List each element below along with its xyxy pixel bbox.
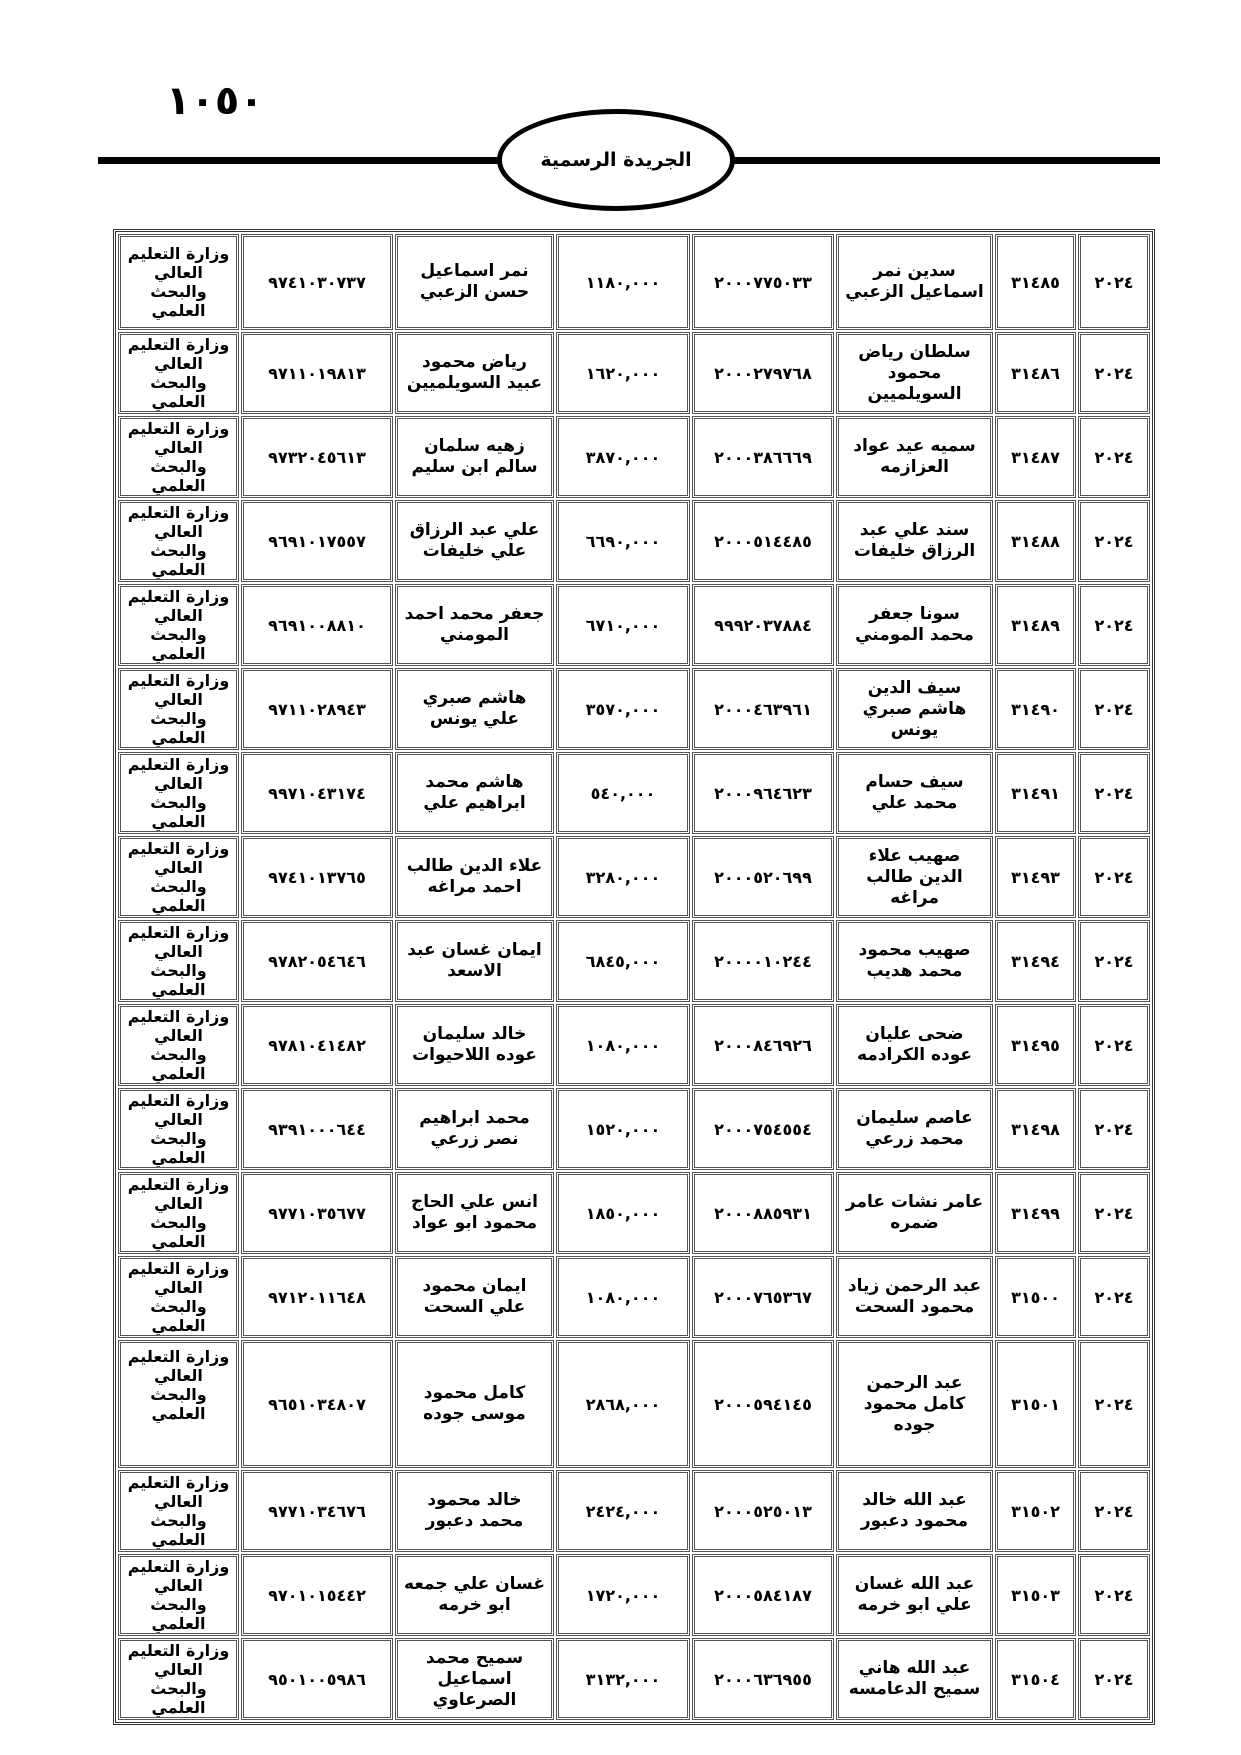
table-row: [118, 584, 1150, 666]
guardian-number-cell: ٩٧٣٢٠٤٥٦١٣: [241, 416, 393, 498]
ministry-cell: وزارة التعليم العالي والبحث العلمي: [118, 1470, 239, 1552]
page-number: ١٠٥٠: [166, 78, 264, 124]
student-name-cell: سلطان رياض محمود السويلميين: [836, 332, 993, 414]
amount-cell: ٦٨٤٥,٠٠٠: [556, 920, 690, 1002]
table-row: [118, 1470, 1150, 1552]
guardian-number-cell: ٩٧٠١٠١٥٤٤٢: [241, 1554, 393, 1636]
table-row: [118, 1554, 1150, 1636]
student-name-cell: سيف الدين هاشم صبري يونس: [836, 668, 993, 750]
student-number-cell: ٢٠٠٠٨٨٥٩٣١: [692, 1172, 834, 1254]
guardian-number-cell: ٩٥٠١٠٠٥٩٨٦: [241, 1638, 393, 1720]
student-name-cell: سميه عيد عواد العزازمه: [836, 416, 993, 498]
amount-cell: ٣٨٧٠,٠٠٠: [556, 416, 690, 498]
ministry-cell: وزارة التعليم العالي والبحث العلمي: [118, 234, 239, 330]
table-row: [118, 1088, 1150, 1170]
student-name-cell: عبد الله هاني سميح الدعامسه: [836, 1638, 993, 1720]
record-id-cell: ٣١٤٩١: [995, 752, 1076, 834]
guardian-name-cell: محمد ابراهيم نصر زرعي: [395, 1088, 554, 1170]
student-number-cell: ٢٠٠٠٥٢٠٦٩٩: [692, 836, 834, 918]
ministry-cell: وزارة التعليم العالي والبحث العلمي: [118, 1340, 239, 1468]
guardian-number-cell: ٩٦٥١٠٣٤٨٠٧: [241, 1340, 393, 1468]
record-id-cell: ٣١٥٠١: [995, 1340, 1076, 1468]
table-row: [118, 836, 1150, 918]
ministry-cell: وزارة التعليم العالي والبحث العلمي: [118, 836, 239, 918]
record-id-cell: ٣١٥٠٠: [995, 1256, 1076, 1338]
amount-cell: ١٧٢٠,٠٠٠: [556, 1554, 690, 1636]
record-id-cell: ٣١٤٩٣: [995, 836, 1076, 918]
table-row: [118, 416, 1150, 498]
record-id-cell: ٣١٤٩٨: [995, 1088, 1076, 1170]
amount-cell: ١٦٢٠,٠٠٠: [556, 332, 690, 414]
student-number-cell: ٢٠٠٠٧٧٥٠٣٣: [692, 234, 834, 330]
year-cell: ٢٠٢٤: [1078, 836, 1150, 918]
table-row: [118, 500, 1150, 582]
table-row: [118, 920, 1150, 1002]
guardian-name-cell: علاء الدين طالب احمد مراغه: [395, 836, 554, 918]
table-row: [118, 234, 1150, 330]
amount-cell: ٢٨٦٨,٠٠٠: [556, 1340, 690, 1468]
ministry-cell: وزارة التعليم العالي والبحث العلمي: [118, 1004, 239, 1086]
guardian-name-cell: نمر اسماعيل حسن الزعبي: [395, 234, 554, 330]
student-name-cell: عبد الرحمن زياد محمود السحت: [836, 1256, 993, 1338]
amount-cell: ١٠٨٠,٠٠٠: [556, 1256, 690, 1338]
record-id-cell: ٣١٥٠٤: [995, 1638, 1076, 1720]
guardian-name-cell: كامل محمود موسى جوده: [395, 1340, 554, 1468]
table-row: [118, 1638, 1150, 1720]
record-id-cell: ٣١٤٨٧: [995, 416, 1076, 498]
guardian-number-cell: ٩٣٩١٠٠٠٦٤٤: [241, 1088, 393, 1170]
guardian-name-cell: خالد محمود محمد دعبور: [395, 1470, 554, 1552]
student-number-cell: ٩٩٩٢٠٣٧٨٨٤: [692, 584, 834, 666]
student-number-cell: ٢٠٠٠٩٦٤٦٢٣: [692, 752, 834, 834]
guardian-number-cell: ٩٦٩١٠١٧٥٥٧: [241, 500, 393, 582]
year-cell: ٢٠٢٤: [1078, 234, 1150, 330]
student-number-cell: ٢٠٠٠٦٣٦٩٥٥: [692, 1638, 834, 1720]
gazette-title-oval: [497, 109, 735, 211]
year-cell: ٢٠٢٤: [1078, 1470, 1150, 1552]
year-cell: ٢٠٢٤: [1078, 1004, 1150, 1086]
guardian-number-cell: ٩٧١١٠٢٨٩٤٣: [241, 668, 393, 750]
ministry-cell: وزارة التعليم العالي والبحث العلمي: [118, 752, 239, 834]
guardian-name-cell: خالد سليمان عوده اللاحيوات: [395, 1004, 554, 1086]
year-cell: ٢٠٢٤: [1078, 1256, 1150, 1338]
record-id-cell: ٣١٤٩٠: [995, 668, 1076, 750]
guardian-number-cell: ٩٧٤١٠٣٠٧٣٧: [241, 234, 393, 330]
student-name-cell: صهيب محمود محمد هديب: [836, 920, 993, 1002]
guardian-number-cell: ٩٧٨٢٠٥٤٦٤٦: [241, 920, 393, 1002]
year-cell: ٢٠٢٤: [1078, 1340, 1150, 1468]
guardian-name-cell: هاشم محمد ابراهيم علي: [395, 752, 554, 834]
amount-cell: ٣١٣٢,٠٠٠: [556, 1638, 690, 1720]
student-name-cell: سدين نمر اسماعيل الزعبي: [836, 234, 993, 330]
guardian-name-cell: علي عبد الرزاق علي خليفات: [395, 500, 554, 582]
year-cell: ٢٠٢٤: [1078, 500, 1150, 582]
year-cell: ٢٠٢٤: [1078, 920, 1150, 1002]
amount-cell: ٥٤٠,٠٠٠: [556, 752, 690, 834]
record-id-cell: ٣١٤٩٩: [995, 1172, 1076, 1254]
guardian-name-cell: رياض محمود عبيد السويلميين: [395, 332, 554, 414]
ministry-cell: وزارة التعليم العالي والبحث العلمي: [118, 332, 239, 414]
student-name-cell: ضحى عليان عوده الكرادمه: [836, 1004, 993, 1086]
guardian-number-cell: ٩٧٤١٠١٣٧٦٥: [241, 836, 393, 918]
year-cell: ٢٠٢٤: [1078, 416, 1150, 498]
amount-cell: ٢٤٢٤,٠٠٠: [556, 1470, 690, 1552]
table-row: [118, 1172, 1150, 1254]
student-name-cell: سند علي عبد الرزاق خليفات: [836, 500, 993, 582]
guardian-number-cell: ٩٧١٢٠١١٦٤٨: [241, 1256, 393, 1338]
student-number-cell: ٢٠٠٠٤٦٣٩٦١: [692, 668, 834, 750]
record-id-cell: ٣١٤٨٦: [995, 332, 1076, 414]
record-id-cell: ٣١٤٩٤: [995, 920, 1076, 1002]
ministry-cell: وزارة التعليم العالي والبحث العلمي: [118, 920, 239, 1002]
year-cell: ٢٠٢٤: [1078, 584, 1150, 666]
guardian-number-cell: ٩٧٧١٠٣٥٦٧٧: [241, 1172, 393, 1254]
record-id-cell: ٣١٤٨٨: [995, 500, 1076, 582]
student-name-cell: عبد الله خالد محمود دعبور: [836, 1470, 993, 1552]
year-cell: ٢٠٢٤: [1078, 1088, 1150, 1170]
year-cell: ٢٠٢٤: [1078, 668, 1150, 750]
guardian-name-cell: سميح محمد اسماعيل الصرعاوي: [395, 1638, 554, 1720]
year-cell: ٢٠٢٤: [1078, 1638, 1150, 1720]
student-name-cell: عاصم سليمان محمد زرعي: [836, 1088, 993, 1170]
student-name-cell: عبد الرحمن كامل محمود جوده: [836, 1340, 993, 1468]
year-cell: ٢٠٢٤: [1078, 752, 1150, 834]
record-id-cell: ٣١٤٩٥: [995, 1004, 1076, 1086]
year-cell: ٢٠٢٤: [1078, 1172, 1150, 1254]
guardian-name-cell: زهيه سلمان سالم ابن سليم: [395, 416, 554, 498]
student-name-cell: سيف حسام محمد علي: [836, 752, 993, 834]
guardian-number-cell: ٩٧١١٠١٩٨١٣: [241, 332, 393, 414]
guardian-number-cell: ٩٦٩١٠٠٨٨١٠: [241, 584, 393, 666]
student-name-cell: سونا جعفر محمد المومني: [836, 584, 993, 666]
guardian-name-cell: ايمان غسان عبد الاسعد: [395, 920, 554, 1002]
table-row: [118, 1004, 1150, 1086]
ministry-cell: وزارة التعليم العالي والبحث العلمي: [118, 416, 239, 498]
amount-cell: ١٥٢٠,٠٠٠: [556, 1088, 690, 1170]
guardian-number-cell: ٩٩٧١٠٤٣١٧٤: [241, 752, 393, 834]
record-id-cell: ٣١٤٨٩: [995, 584, 1076, 666]
guardian-name-cell: هاشم صبري علي يونس: [395, 668, 554, 750]
records-table: [113, 229, 1155, 1725]
amount-cell: ٦٦٩٠,٠٠٠: [556, 500, 690, 582]
student-number-cell: ٢٠٠٠٥١٤٤٨٥: [692, 500, 834, 582]
gazette-title: الجريدة الرسمية: [540, 149, 692, 171]
amount-cell: ١٠٨٠,٠٠٠: [556, 1004, 690, 1086]
amount-cell: ٣٥٧٠,٠٠٠: [556, 668, 690, 750]
amount-cell: ٦٧١٠,٠٠٠: [556, 584, 690, 666]
student-name-cell: صهيب علاء الدين طالب مراغه: [836, 836, 993, 918]
year-cell: ٢٠٢٤: [1078, 1554, 1150, 1636]
table-row: [118, 752, 1150, 834]
amount-cell: ١٨٥٠,٠٠٠: [556, 1172, 690, 1254]
year-cell: ٢٠٢٤: [1078, 332, 1150, 414]
student-number-cell: ٢٠٠٠٧٥٤٥٥٤: [692, 1088, 834, 1170]
student-number-cell: ٢٠٠٠٥٢٥٠١٣: [692, 1470, 834, 1552]
ministry-cell: وزارة التعليم العالي والبحث العلمي: [118, 500, 239, 582]
guardian-name-cell: جعفر محمد احمد المومني: [395, 584, 554, 666]
record-id-cell: ٣١٥٠٢: [995, 1470, 1076, 1552]
guardian-name-cell: ايمان محمود علي السحت: [395, 1256, 554, 1338]
ministry-cell: وزارة التعليم العالي والبحث العلمي: [118, 1256, 239, 1338]
guardian-number-cell: ٩٧٨١٠٤١٤٨٢: [241, 1004, 393, 1086]
amount-cell: ٣٢٨٠,٠٠٠: [556, 836, 690, 918]
ministry-cell: وزارة التعليم العالي والبحث العلمي: [118, 1088, 239, 1170]
guardian-name-cell: انس علي الحاج محمود ابو عواد: [395, 1172, 554, 1254]
student-number-cell: ٢٠٠٠٣٨٦٦٦٩: [692, 416, 834, 498]
table-row: [118, 1256, 1150, 1338]
ministry-cell: وزارة التعليم العالي والبحث العلمي: [118, 1172, 239, 1254]
student-number-cell: ٢٠٠٠٨٤٦٩٢٦: [692, 1004, 834, 1086]
ministry-cell: وزارة التعليم العالي والبحث العلمي: [118, 584, 239, 666]
table-row: [118, 332, 1150, 414]
table-row: [118, 1340, 1150, 1468]
amount-cell: ١١٨٠,٠٠٠: [556, 234, 690, 330]
student-name-cell: عبد الله غسان علي ابو خرمه: [836, 1554, 993, 1636]
record-id-cell: ٣١٤٨٥: [995, 234, 1076, 330]
table-row: [118, 668, 1150, 750]
student-name-cell: عامر نشات عامر ضمره: [836, 1172, 993, 1254]
student-number-cell: ٢٠٠٠٥٩٤١٤٥: [692, 1340, 834, 1468]
guardian-name-cell: غسان علي جمعه ابو خرمه: [395, 1554, 554, 1636]
student-number-cell: ٢٠٠٠٠١٠٢٤٤: [692, 920, 834, 1002]
ministry-cell: وزارة التعليم العالي والبحث العلمي: [118, 668, 239, 750]
record-id-cell: ٣١٥٠٣: [995, 1554, 1076, 1636]
student-number-cell: ٢٠٠٠٧٦٥٣٦٧: [692, 1256, 834, 1338]
guardian-number-cell: ٩٧٧١٠٣٤٦٧٦: [241, 1470, 393, 1552]
student-number-cell: ٢٠٠٠٥٨٤١٨٧: [692, 1554, 834, 1636]
student-number-cell: ٢٠٠٠٢٧٩٧٦٨: [692, 332, 834, 414]
ministry-cell: وزارة التعليم العالي والبحث العلمي: [118, 1554, 239, 1636]
ministry-cell: وزارة التعليم العالي والبحث العلمي: [118, 1638, 239, 1720]
